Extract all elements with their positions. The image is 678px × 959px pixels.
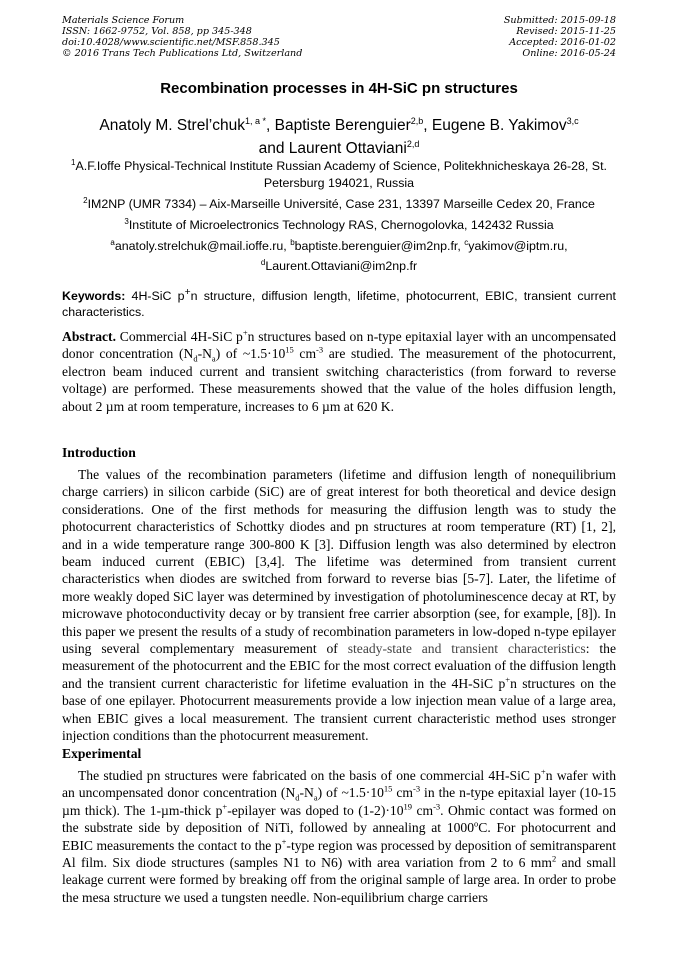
date-online: Online: 2016-05-24 <box>522 48 616 59</box>
journal-copyright: © 2016 Trans Tech Publications Ltd, Switzerland <box>62 48 303 59</box>
superscript: -3 <box>413 783 421 794</box>
body-text: . Ohmic contact was formed on the substrate side by deposition of NiTi, followed by annealing at 1000 <box>62 802 616 836</box>
email-mark: b <box>290 238 295 247</box>
journal-info <box>62 15 302 59</box>
body-text: and small leakage current were formed by breaking off from the original sample of large area. In order to probe the mesa structure we used a tungsten needle. Non-equilibrium charge carriers <box>62 855 616 905</box>
date-revised: Revised: 2015-11-25 <box>516 26 616 37</box>
email-mark: c <box>464 238 469 247</box>
author-separator: , <box>265 117 275 135</box>
superscript: + <box>242 327 248 338</box>
superscript: 15 <box>285 344 294 355</box>
body-text: The values of the recombination parameters (lifetime and diffusion length of nonequilibrium charge carriers) in silicon carbide (SiC) are of great interest for both theoretical and device design considerations. One of the first methods for measuring the diffusion length was to study the photocurrent characteristics of Schottky diodes and pn structures at room temperature (RT) [1, 2], and in a wide temperature range 300-800 K [3]. Diffusion length was also determined by electron beam induced current (EBIC) [3,4]. The lifetime was determined from transient current characteristics when diodes are switched from forward to reverse bias [5-7]. Later, the lifetime of more weakly doped SiC layer was determined by investigation of photoluminescence decay at RT, by microwave photoconductivity decay or by transient free carrier absorption (see, for example, [8]). In this paper we present the results of a study of recombination parameters in low-doped n-type epilayer using several complementary measurement of <box>62 467 616 657</box>
superscript: + <box>281 836 287 847</box>
author-name: Anatoly M. Strel’chuk <box>99 117 245 135</box>
superscript: 2 <box>551 853 557 864</box>
superscript: 15 <box>383 783 393 794</box>
author-emails <box>62 235 616 274</box>
subscript: d <box>193 354 198 365</box>
superscript: + <box>222 801 228 812</box>
journal-doi: doi:10.4028/www.scientific.net/MSF.858.345 <box>62 37 280 48</box>
body-text: in the n-type epitaxial layer (10-15 µm thick). The 1-µm-thick p <box>62 785 616 818</box>
publication-dates <box>504 15 616 59</box>
author-name: Laurent Ottaviani <box>288 140 407 158</box>
author-list <box>62 112 616 158</box>
author-name: Eugene B. Yakimov <box>431 117 567 135</box>
body-text: cm <box>392 785 413 801</box>
author-and: and <box>258 140 289 158</box>
body-text: : the measurement of the photocurrent and the EBIC for the most correct evaluation of the diffusion length and the transient current characteristic for lifetime evaluation in the 4H-SiC p <box>62 641 616 691</box>
author-affiliation-mark: 3,c <box>566 116 579 126</box>
email-address[interactable]: yakimov@iptm.ru, <box>468 239 568 254</box>
body-text: C. For photocurrent and EBIC measurements the contact to the p <box>62 820 616 853</box>
subscript: a <box>313 793 318 804</box>
email-address[interactable]: Laurent.Ottaviani@im2np.fr <box>265 258 418 273</box>
keywords-label: Keywords: <box>62 289 126 304</box>
affiliation-2 <box>62 193 616 213</box>
affiliation-number: 2 <box>83 196 88 205</box>
superscript: + <box>505 674 511 685</box>
abstract-text: n structures based on n-type epitaxial layer with an uncompensated donor concentration (N <box>62 329 616 362</box>
superscript: -3 <box>316 344 324 355</box>
keywords <box>62 285 616 320</box>
affiliation-1 <box>62 155 616 191</box>
affiliation-3 <box>62 214 616 234</box>
author-affiliation-mark: 2,d <box>406 139 420 150</box>
experimental-paragraph <box>62 767 616 906</box>
email-mark: d <box>260 257 266 267</box>
section-heading-introduction: Introduction <box>62 445 136 460</box>
abstract <box>62 328 616 415</box>
author-separator: , <box>423 117 432 135</box>
abstract-text: ) of ~1.5·10 <box>215 346 286 362</box>
keywords-text: 4H-SiC p <box>125 289 185 304</box>
superscript: + <box>540 766 546 777</box>
subscript: d <box>295 793 300 804</box>
date-submitted: Submitted: 2015-09-18 <box>503 15 616 26</box>
date-accepted: Accepted: 2016-01-02 <box>509 37 616 48</box>
abstract-label: Abstract. <box>62 329 116 344</box>
affiliation-text: Institute of Microelectronics Technology RAS, Chernogolovka, 142432 Russia <box>128 218 554 233</box>
body-text: -type region was processed by deposition of semitransparent Al film. Six diode structures (samples N1 to N6) with area variation from 2 to 6 mm <box>62 837 617 871</box>
affiliation-text: A.F.Ioffe Physical-Technical Institute Russian Academy of Science, Politekhnicheskaya 26-28, St. Petersburg 194021, Russia <box>75 159 607 190</box>
author-name: Baptiste Berenguier <box>274 117 411 135</box>
abstract-text: Commercial 4H-SiC p <box>115 329 243 344</box>
superscript: o <box>474 818 479 829</box>
body-text: ) of ~1.5·10 <box>317 785 384 801</box>
affiliation-text: IM2NP (UMR 7334) – Aix-Marseille Université, Case 231, 13397 Marseille Cedex 20, France <box>87 197 595 212</box>
affiliation-number: 1 <box>71 158 76 167</box>
email-mark: a <box>110 238 115 247</box>
journal-name: Materials Science Forum <box>62 15 185 26</box>
body-text: cm <box>412 802 434 818</box>
body-text: -epilayer was doped to (1-2)·10 <box>227 802 404 818</box>
superscript: 19 <box>403 801 412 812</box>
paper-title: Recombination processes in 4H-SiC pn structures <box>160 80 518 97</box>
keywords-text: n structure, diffusion length, lifetime, photocurrent, EBIC, transient current characteristics. <box>62 289 616 319</box>
body-text: n structures on the base of one epilayer. Photocurrent measurements provide a low injection mean value of a large area, when EBIC gives a local measurement. The transient current characteristic method uses stronger injection conditions than the photocurrent measurement. <box>62 675 617 744</box>
affiliation-number: 3 <box>124 217 129 226</box>
abstract-text: cm <box>293 346 317 362</box>
superscript: -3 <box>433 801 441 812</box>
body-text: n wafer with an uncompensated donor concentration (N <box>62 768 616 801</box>
superscript: + <box>184 287 191 298</box>
body-text: The studied pn structures were fabricated on the basis of one commercial 4H-SiC p <box>78 768 541 783</box>
email-address[interactable]: anatoly.strelchuk@mail.ioffe.ru, <box>114 239 291 254</box>
body-text: -N <box>299 785 314 801</box>
email-address[interactable]: baptiste.berenguier@im2np.fr, <box>294 239 465 254</box>
abstract-text: are studied. The measurement of the photocurrent, electron beam induced current and transient switching characteristics (from forward to reverse voltage) are performed. These measurements showed that the value of the holes diffusion length, about 2 µm at room temperature, increases to 6 µm at 620 K. <box>62 346 616 414</box>
section-heading-experimental: Experimental <box>62 746 142 761</box>
subscript: a <box>211 354 216 365</box>
body-text-highlight: steady-state and transient characteristics <box>347 641 586 657</box>
journal-issn: ISSN: 1662-9752, Vol. 858, pp 345-348 <box>62 26 252 37</box>
author-affiliation-mark: 2,b <box>410 116 424 126</box>
abstract-text: -N <box>197 346 212 362</box>
author-affiliation-mark: 1, a * <box>244 116 266 126</box>
introduction-paragraph <box>62 466 616 745</box>
